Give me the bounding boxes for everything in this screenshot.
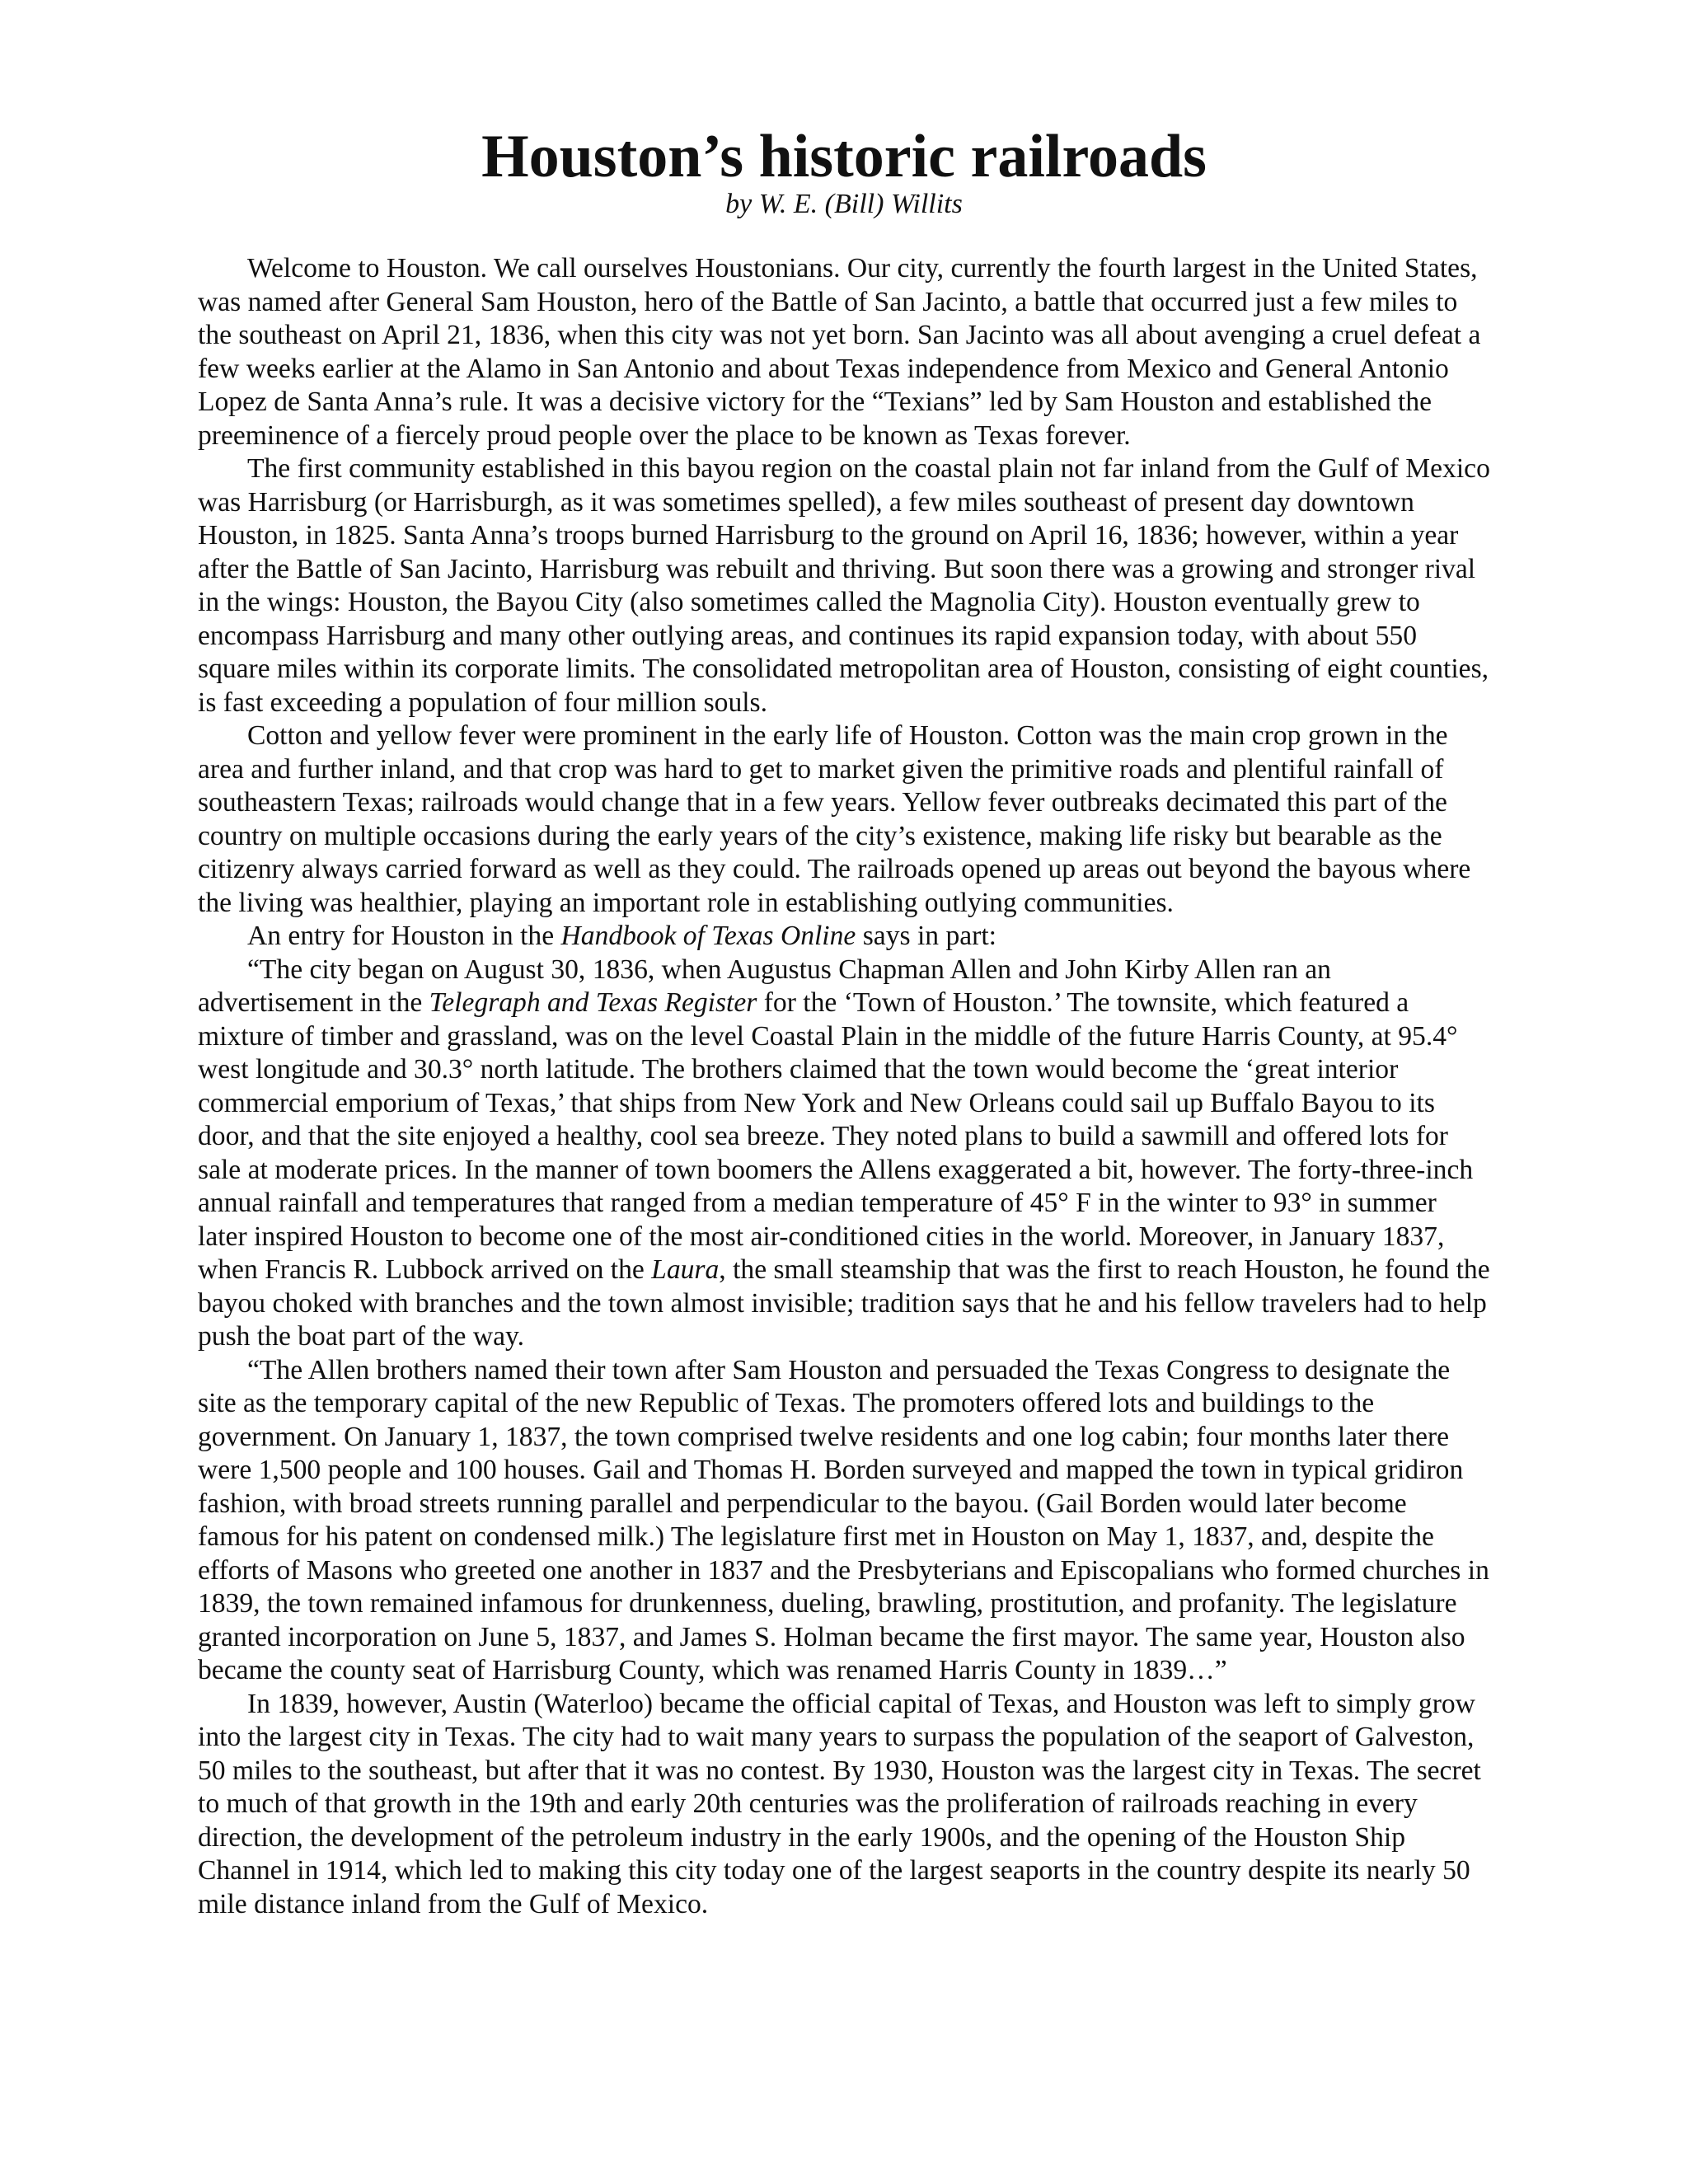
byline: by W. E. (Bill) Willits bbox=[725, 189, 963, 219]
page-title: Houston’s historic railroads bbox=[481, 123, 1207, 190]
paragraph-4-text-b: says in part: bbox=[856, 921, 997, 951]
newspaper-title: Telegraph and Texas Register bbox=[429, 987, 757, 1018]
paragraph-5-quote bbox=[198, 954, 1492, 1354]
handbook-title: Handbook of Texas Online bbox=[560, 921, 856, 951]
article-body bbox=[198, 252, 1492, 1921]
paragraph-4 bbox=[198, 920, 1492, 954]
paragraph-5-text-a: “The city began on August 30, 1836, when Augustus Chapman Allen and John Kirby Allen ran an advertisement in the bbox=[198, 954, 1331, 1018]
paragraph-5-text-b: for the ‘Town of Houston.’ The townsite, which featured a mixture of timber and grassland, was on the level Coastal Plain in the middle of the future Harris County, at 95.4° west longitude and 30.3° north latitude. The brothers claimed that the town would become the ‘great interior commercial emporium of Texas,’ that ships from New York and New Orleans could sail up Buffalo Bayou to its door, and that the site enjoyed a healthy, cool sea breeze. They noted plans to build a sawmill and offered lots for sale at moderate prices. In the manner of town boomers the Allens exaggerated a bit, however. The forty-three-inch annual rainfall and temperatures that ranged from a median temperature of 45° F in the winter to 93° in summer later inspired Houston to become one of the most air-conditioned cities in the world. Moreover, in January 1837, when Francis R. Lubbock arrived on the bbox=[198, 987, 1474, 1285]
paragraph-2: The first community established in this bayou region on the coastal plain not far inland from the Gulf of Mexico was Harrisburg (or Harrisburgh, as it was sometimes spelled), a few miles southeast of present day downtown Houston, in 1825. Santa Anna’s troops burned Harrisburg to the ground on April 16, 1836; however, within a year after the Battle of San Jacinto, Harrisburg was rebuilt and thriving. But soon there was a growing and stronger rival in the wings: Houston, the Bayou City (also sometimes called the Magnolia City). Houston eventually grew to encompass Harrisburg and many other outlying areas, and continues its rapid expansion today, with about 550 square miles within its corporate limits. The consolidated metropolitan area of Houston, consisting of eight counties, is fast exceeding a population of four million souls. bbox=[198, 453, 1490, 718]
paragraph-4-text-a: An entry for Houston in the bbox=[247, 921, 561, 951]
paragraph-5-text-c: , the small steamship that was the first to reach Houston, he found the bayou choked with branches and the town almost invisible; tradition says that he and his fellow travelers had to help push the boat part of the way. bbox=[198, 1254, 1490, 1352]
paragraph-7: In 1839, however, Austin (Waterloo) became the official capital of Texas, and Houston was left to simply grow into the largest city in Texas. The city had to wait many years to surpass the population of the seaport of Galveston, 50 miles to the southeast, but after that it was no contest. By 1930, Houston was the largest city in Texas. The secret to much of that growth in the 19th and early 20th centuries was the proliferation of railroads reaching in every direction, the development of the petroleum industry in the early 1900s, and the opening of the Houston Ship Channel in 1914, which led to making this city today one of the largest seaports in the country despite its nearly 50 mile distance inland from the Gulf of Mexico. bbox=[198, 1688, 1481, 1919]
steamship-name: Laura bbox=[651, 1254, 720, 1285]
paragraph-3: Cotton and yellow fever were prominent in the early life of Houston. Cotton was the main crop grown in the area and further inland, and that crop was hard to get to market given the primitive roads and plentiful rainfall of southeastern Texas; railroads would change that in a few years. Yellow fever outbreaks decimated this part of the country on multiple occasions during the early years of the city’s existence, making life risky but bearable as the citizenry always carried forward as well as they could. The railroads opened up areas out beyond the bayous where the living was healthier, playing an important role in establishing outlying communities. bbox=[198, 720, 1471, 918]
paragraph-6-quote: “The Allen brothers named their town after Sam Houston and persuaded the Texas Congress to designate the site as the temporary capital of the new Republic of Texas. The promoters offered lots and buildings to the government. On January 1, 1837, the town comprised twelve residents and one log cabin; four months later there were 1,500 people and 100 houses. Gail and Thomas H. Borden surveyed and mapped the town in typical gridiron fashion, with broad streets running parallel and perpendicular to the bayou. (Gail Borden would later become famous for his patent on condensed milk.) The legislature first met in Houston on May 1, 1837, and, despite the efforts of Masons who greeted one another in 1837 and the Presbyterians and Episcopalians who formed churches in 1839, the town remained infamous for drunkenness, dueling, brawling, prostitution, and profanity. The legislature granted incorporation on June 5, 1837, and James S. Holman became the first mayor. The same year, Houston also became the county seat of Harrisburg County, which was renamed Harris County in 1839…” bbox=[198, 1354, 1489, 1685]
paragraph-1: Welcome to Houston. We call ourselves Houstonians. Our city, currently the fourth largest in the United States, was named after General Sam Houston, hero of the Battle of San Jacinto, a battle that occurred just a few miles to the southeast on April 21, 1836, when this city was not yet born. San Jacinto was all about avenging a cruel defeat a few weeks earlier at the Alamo in San Antonio and about Texas independence from Mexico and General Antonio Lopez de Santa Anna’s rule. It was a decisive victory for the “Texians” led by Sam Houston and established the preeminence of a fiercely proud people over the place to be known as Texas forever. bbox=[198, 253, 1481, 451]
